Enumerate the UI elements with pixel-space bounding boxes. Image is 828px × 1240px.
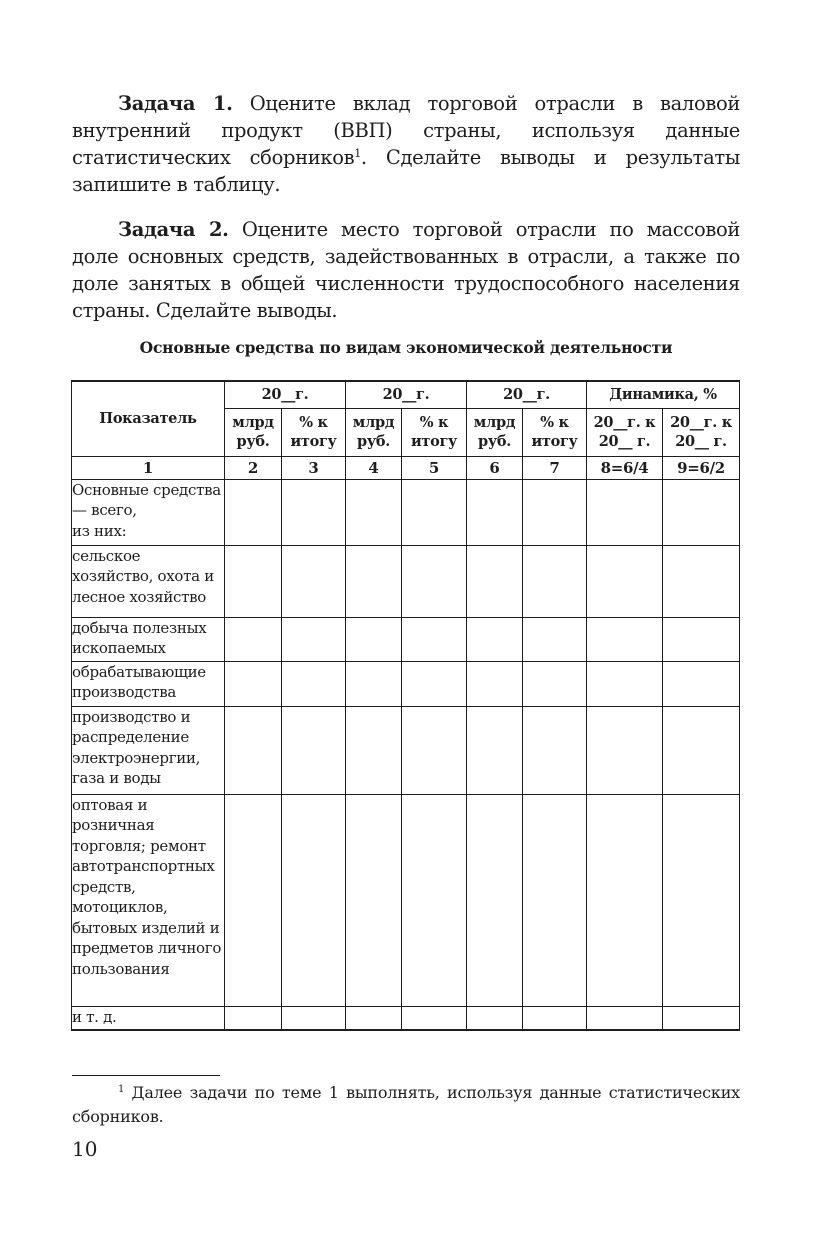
data-cell: [225, 617, 282, 661]
fixed-assets-table: [71, 380, 740, 1031]
page-number: 10: [72, 1137, 98, 1161]
data-cell: [225, 479, 282, 545]
row-label-manufacturing: обрабатывающие производства: [72, 661, 225, 706]
data-cell: [663, 479, 740, 545]
table-caption: Основные средства по видам экономической деятельности: [139, 338, 673, 357]
header-year-2: 20__г.: [346, 381, 467, 408]
subheader-mlrd-1: млрд руб.: [225, 408, 282, 456]
column-number: 1: [72, 456, 225, 479]
row-label-etc: и т. д.: [72, 1006, 225, 1030]
data-cell: [346, 479, 402, 545]
data-cell: [587, 545, 663, 617]
column-number: 9=6/2: [663, 456, 740, 479]
data-cell: [587, 479, 663, 545]
data-cell: [523, 706, 587, 794]
data-cell: [346, 545, 402, 617]
data-cell: [663, 545, 740, 617]
footnote-mark: 1: [118, 1084, 125, 1095]
column-number-row: [72, 456, 740, 479]
task-1-text-end: . Сделайте выводы и результаты запишите в таблицу.: [72, 146, 740, 196]
data-cell: [282, 706, 346, 794]
row-label-trade: оптовая и розничная торговля; ремонт автотранспортных средств, мотоциклов, бытовых изделий и предметов личного пользования: [72, 794, 225, 1006]
data-cell: [282, 617, 346, 661]
table-row: [72, 545, 740, 617]
data-cell: [225, 706, 282, 794]
table-row: [72, 794, 740, 1006]
data-cell: [523, 479, 587, 545]
column-number: 6: [467, 456, 523, 479]
data-cell: [402, 706, 467, 794]
data-cell: [467, 1006, 523, 1030]
table-row: [72, 661, 740, 706]
column-number: 4: [346, 456, 402, 479]
data-cell: [346, 794, 402, 1006]
data-cell: [523, 1006, 587, 1030]
subheader-pct-1: % к итогу: [282, 408, 346, 456]
column-number: 8=6/4: [587, 456, 663, 479]
row-label-total: Основные средства — всего, из них:: [72, 479, 225, 545]
header-dynamics: Динамика, %: [587, 381, 740, 408]
data-cell: [282, 479, 346, 545]
row-label-energy: производство и распределение электроэнергии, газа и воды: [72, 706, 225, 794]
data-cell: [587, 794, 663, 1006]
data-cell: [402, 794, 467, 1006]
footnote: [72, 1081, 740, 1129]
header-year-1: 20__г.: [225, 381, 346, 408]
data-cell: [523, 617, 587, 661]
data-cell: [282, 794, 346, 1006]
data-cell: [663, 617, 740, 661]
footnote-separator: [72, 1075, 220, 1076]
task-1-paragraph: [72, 90, 740, 198]
subheader-mlrd-3: млрд руб.: [467, 408, 523, 456]
data-cell: [467, 479, 523, 545]
data-cell: [523, 545, 587, 617]
footnote-text: Далее задачи по теме 1 выполнять, используя данные статистических сборников.: [72, 1083, 740, 1126]
data-cell: [587, 1006, 663, 1030]
task-2-paragraph: [72, 216, 740, 324]
column-number: 7: [523, 456, 587, 479]
row-label-agriculture: сельское хозяйство, охота и лесное хозяйство: [72, 545, 225, 617]
column-number: 5: [402, 456, 467, 479]
data-cell: [587, 617, 663, 661]
data-cell: [346, 1006, 402, 1030]
data-cell: [467, 706, 523, 794]
table-row: [72, 706, 740, 794]
task-2-heading: Задача 2.: [118, 218, 229, 241]
data-cell: [523, 661, 587, 706]
data-cell: [346, 661, 402, 706]
header-year-3: 20__г.: [467, 381, 587, 408]
data-cell: [467, 661, 523, 706]
data-cell: [523, 794, 587, 1006]
data-cell: [467, 794, 523, 1006]
data-cell: [663, 706, 740, 794]
table-row: [72, 479, 740, 545]
data-cell: [467, 545, 523, 617]
data-cell: [402, 479, 467, 545]
data-cell: [282, 661, 346, 706]
data-cell: [225, 661, 282, 706]
data-cell: [587, 706, 663, 794]
data-cell: [402, 617, 467, 661]
data-cell: [225, 545, 282, 617]
column-number: 2: [225, 456, 282, 479]
subheader-mlrd-2: млрд руб.: [346, 408, 402, 456]
data-cell: [587, 661, 663, 706]
data-cell: [282, 1006, 346, 1030]
table-row: [72, 1006, 740, 1030]
column-number: 3: [282, 456, 346, 479]
subheader-dynamics-2: 20__г. к 20__ г.: [663, 408, 740, 456]
data-cell: [663, 661, 740, 706]
table-row: [72, 617, 740, 661]
data-cell: [225, 794, 282, 1006]
subheader-pct-2: % к итогу: [402, 408, 467, 456]
footnote-reference: 1: [354, 147, 361, 160]
task-1-heading: Задача 1.: [118, 92, 233, 115]
data-cell: [282, 545, 346, 617]
data-cell: [346, 706, 402, 794]
data-cell: [663, 794, 740, 1006]
data-cell: [663, 1006, 740, 1030]
data-cell: [225, 1006, 282, 1030]
task-2-text: Оцените место торговой отрасли по массовой доле основных средств, задействованных в отрасли, а также по доле занятых в общей численности трудоспособного населения страны. Сделайте выводы.: [72, 218, 740, 322]
data-cell: [402, 1006, 467, 1030]
subheader-pct-3: % к итогу: [523, 408, 587, 456]
subheader-dynamics-1: 20__г. к 20__ г.: [587, 408, 663, 456]
header-indicator: Показатель: [72, 381, 225, 456]
data-cell: [402, 545, 467, 617]
data-cell: [402, 661, 467, 706]
row-label-mining: добыча полезных ископаемых: [72, 617, 225, 661]
data-cell: [467, 617, 523, 661]
task-1-text: Оцените вклад торговой отрасли в валовой внутренний продукт (ВВП) страны, используя данные статистических сборников: [72, 92, 740, 169]
data-cell: [346, 617, 402, 661]
